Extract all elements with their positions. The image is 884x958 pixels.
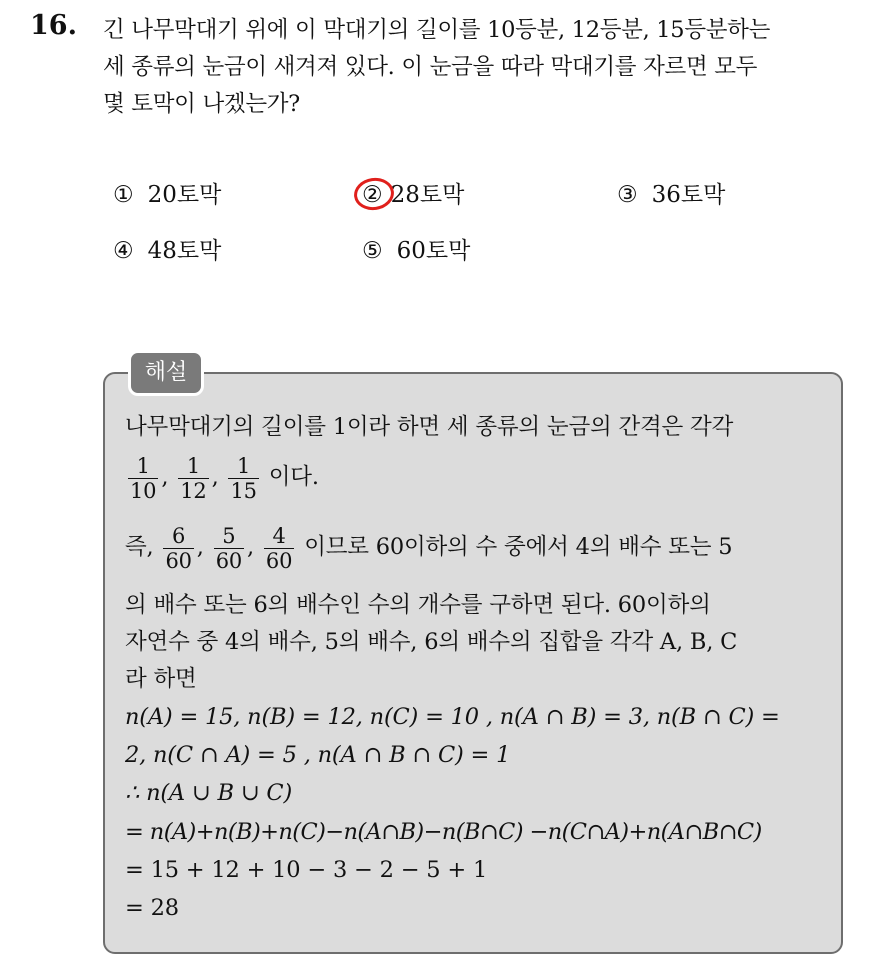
numerator: 5 [214,524,244,549]
fraction [178,454,208,503]
denominator: 60 [165,548,192,573]
option-label: 48토막 [147,238,222,264]
denominator: 10 [130,478,157,503]
solution-math-line: ∴ n(A ∪ B ∪ C) [125,780,293,806]
option-mark: ① [113,182,134,208]
denominator: 12 [180,478,207,503]
solution-line: 자연수 중 4의 배수, 5의 배수, 6의 배수의 집합을 각각 A, B, C [125,629,738,655]
option-4[interactable] [113,236,221,266]
separator: , [161,464,169,490]
separator: , [196,534,204,560]
solution-math-line: = n(A)+n(B)+n(C)−n(A∩B)−n(B∩C) −n(C∩A)+n(A∩B∩C) [125,819,762,845]
question-line: 몇 토막이 나겠는가? [103,91,300,117]
question-line: 긴 나무막대기 위에 이 막대기의 길이를 10등분, 12등분, 15등분하는 [103,17,771,43]
solution-fraction-line [125,517,845,577]
solution-text: 즉, [125,534,154,560]
fraction [163,524,193,573]
solution-line: 의 배수 또는 6의 배수인 수의 개수를 구하면 된다. 60이하의 [125,592,711,618]
fraction [228,454,258,503]
solution-line: 나무막대기의 길이를 1이라 하면 세 종류의 눈금의 간격은 각각 [125,414,734,440]
numerator: 4 [264,524,294,549]
option-label: 36토막 [651,182,726,208]
solution-line: 라 하면 [125,666,197,692]
question-number: 16. [30,10,77,41]
fraction [264,524,294,573]
numerator: 1 [228,454,258,479]
option-mark: ③ [617,182,638,208]
solution-math-line: = 15 + 12 + 10 − 3 − 2 − 5 + 1 [125,857,488,883]
solution-fraction-line [125,447,845,507]
separator: , [247,534,254,560]
question-text [103,12,863,123]
denominator: 60 [265,548,293,573]
option-3[interactable] [617,180,725,210]
option-1[interactable] [113,180,221,210]
option-mark: ④ [113,238,134,264]
numerator: 1 [178,454,208,479]
fraction [128,454,158,503]
solution-math-line: 2, n(C ∩ A) = 5 , n(A ∩ B ∩ C) = 1 [125,742,511,768]
solution-text: 이므로 60이하의 수 중에서 4의 배수 또는 5 [304,534,733,560]
solution-answer-line: = 28 [125,895,179,921]
option-mark: ⑤ [362,238,383,264]
option-5[interactable] [362,236,470,266]
option-label: 60토막 [396,238,471,264]
fraction [214,524,244,573]
solution-tag: 해설 [128,350,204,396]
separator: , [211,464,219,490]
option-label: 20토막 [147,182,222,208]
numerator: 6 [163,524,193,549]
denominator: 15 [230,478,257,503]
option-mark: ② [362,182,383,208]
solution-math-line: n(A) = 15, n(B) = 12, n(C) = 10 , n(A ∩ B) = 3, n(B ∩ C) = [125,704,780,730]
denominator: 60 [215,548,243,573]
question-line: 세 종류의 눈금이 새겨져 있다. 이 눈금을 따라 막대기를 자르면 모두 [103,54,758,80]
solution-text: 이다. [268,464,319,490]
numerator: 1 [128,454,158,479]
option-label: 28토막 [390,182,465,208]
